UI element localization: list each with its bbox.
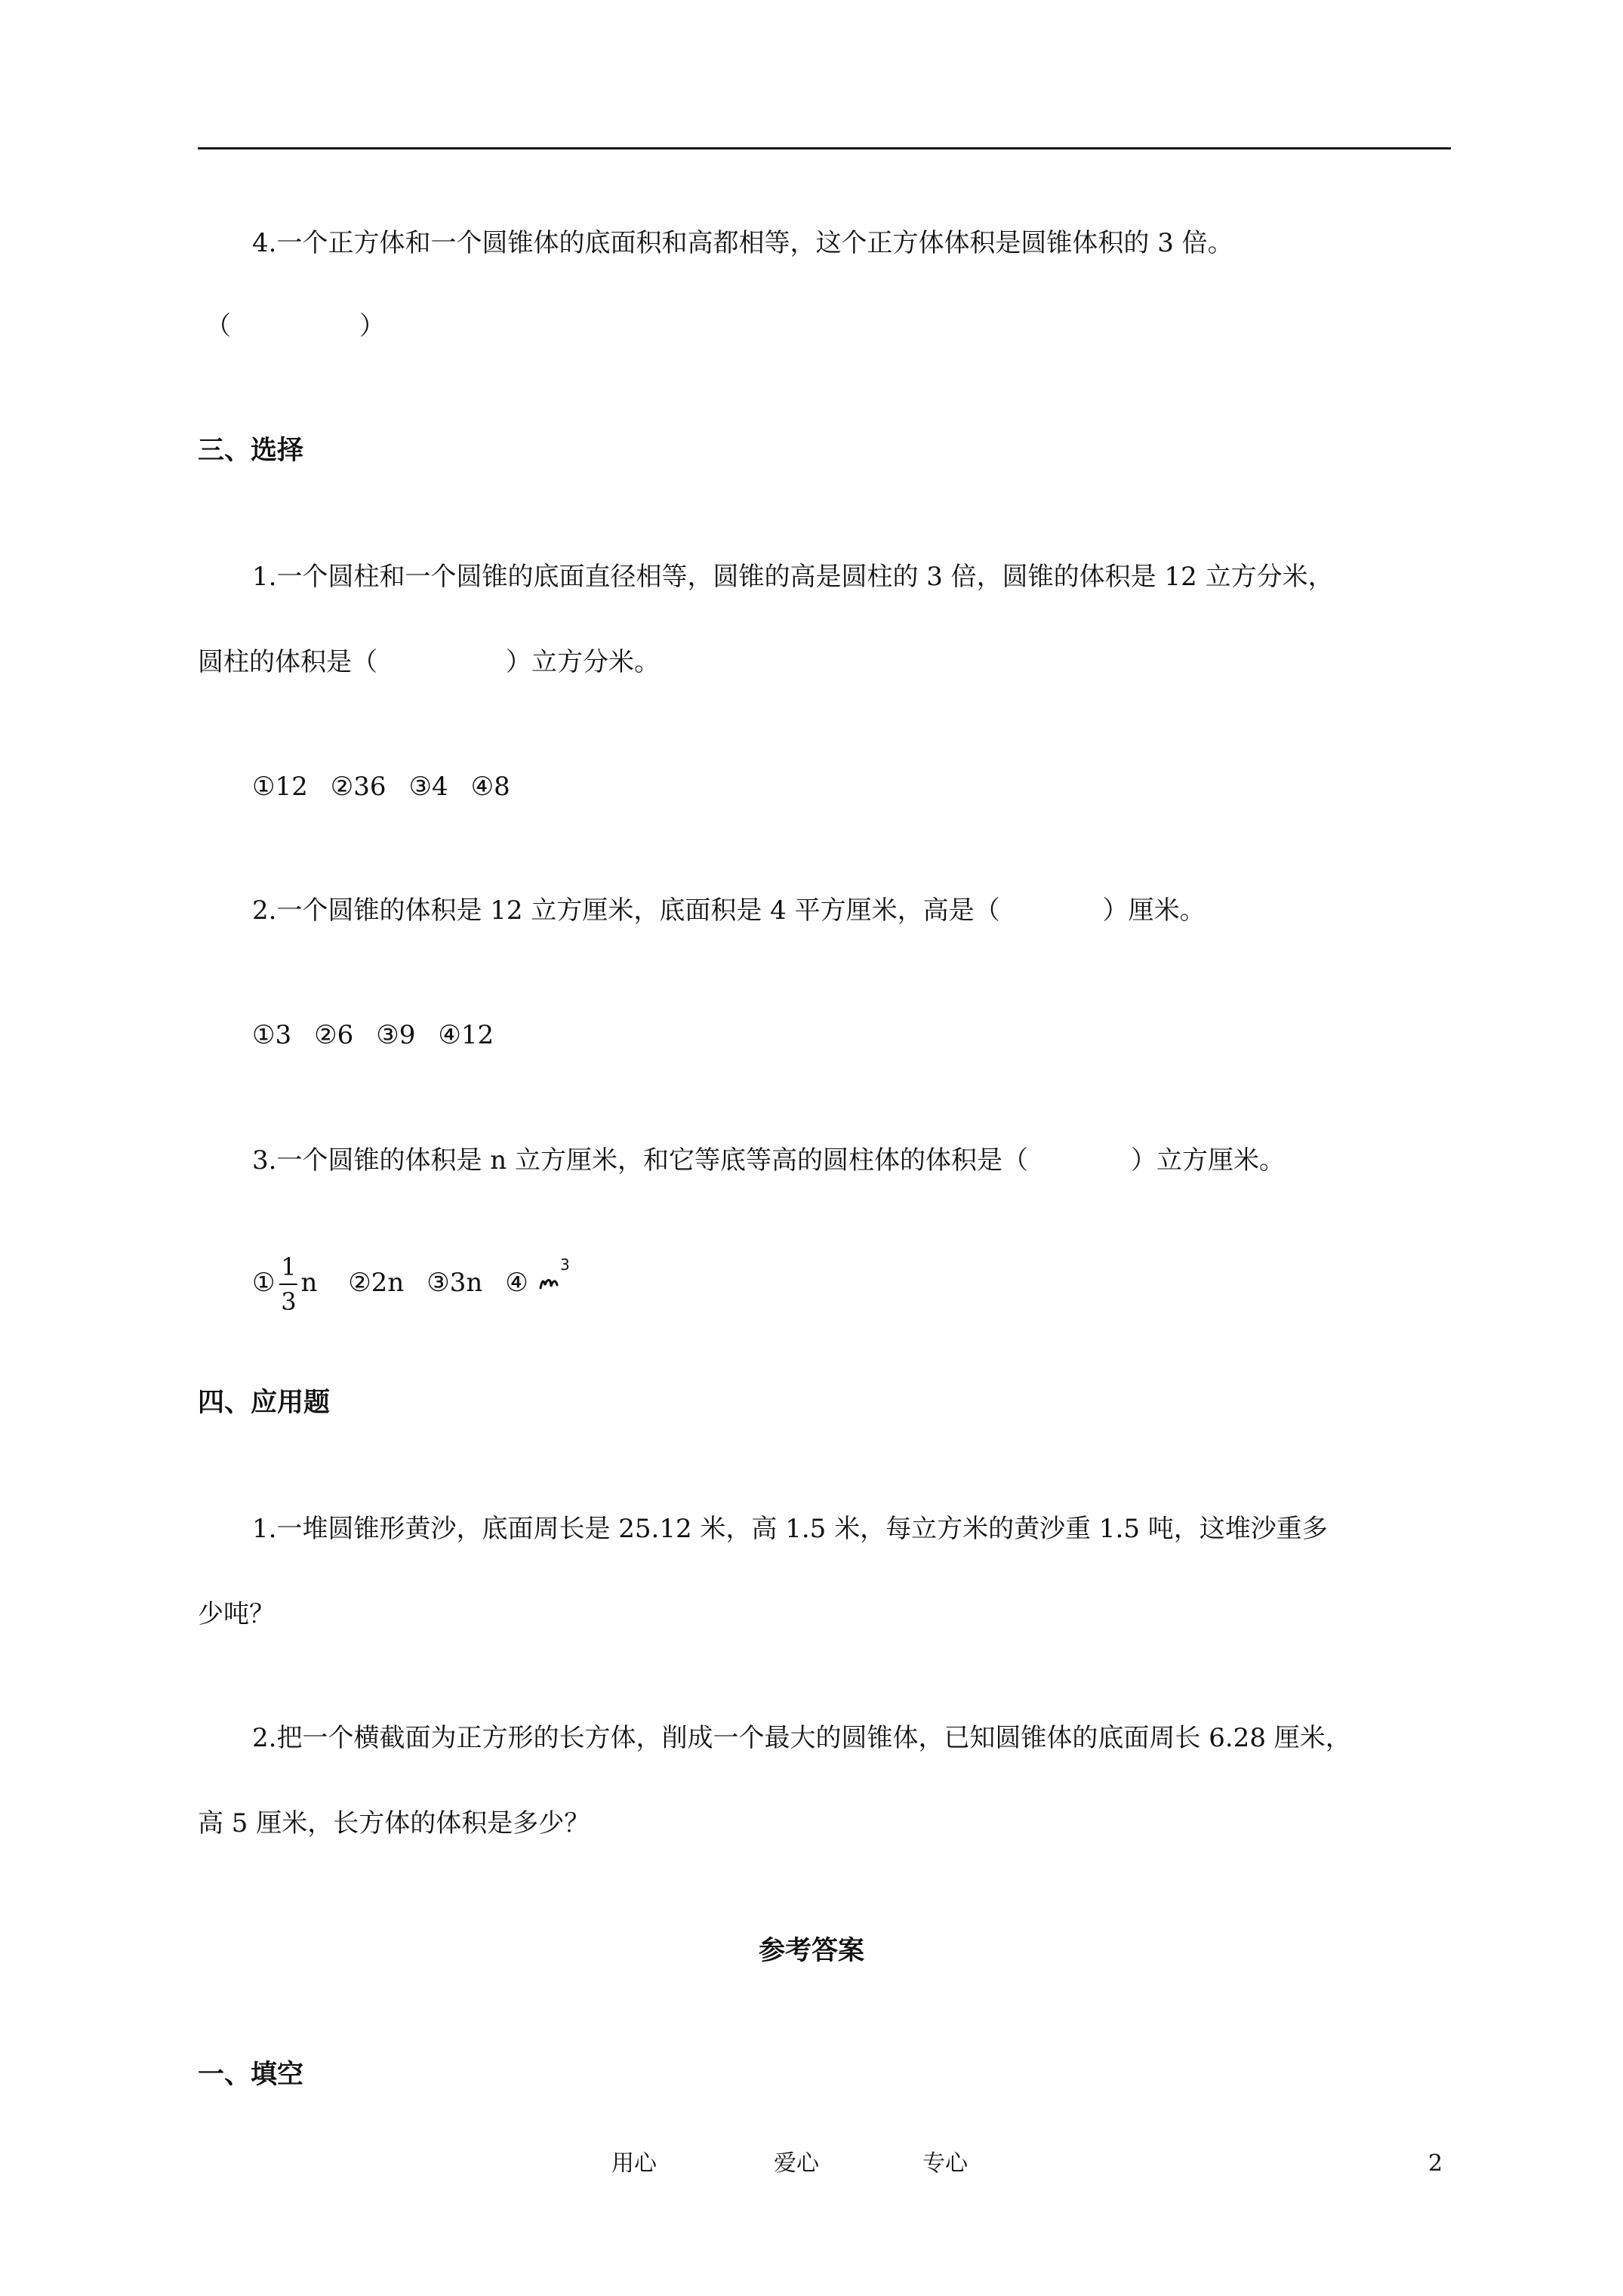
option-item: ④8: [470, 772, 510, 802]
answers-title: 参考答案: [759, 1935, 865, 1966]
choice-question-3: 3.一个圆锥的体积是 n 立方厘米，和它等底等高的圆柱体的体积是（ ）立方厘米。: [252, 1145, 1285, 1176]
option-item: ③3n: [427, 1268, 483, 1298]
application-question-1-line2: 少吨？: [198, 1599, 275, 1629]
header-rule: [198, 147, 1451, 149]
choice-question-2-options: [252, 1019, 516, 1052]
option-item: ④12: [438, 1020, 494, 1050]
choice-question-1-line2: 圆柱的体积是（ ）立方分米。: [198, 647, 660, 677]
footer-word: 爱心: [774, 2150, 819, 2177]
choice-question-2: 2.一个圆锥的体积是 12 立方厘米，底面积是 4 平方厘米，高是（ ）厘米。: [252, 895, 1206, 926]
svg-text:3: 3: [559, 1258, 570, 1274]
option-item: ①3: [252, 1020, 292, 1050]
option-item: ②2n: [348, 1268, 405, 1298]
footer-word: 用心: [611, 2150, 657, 2177]
page-number: 2: [1428, 2150, 1443, 2177]
fraction-numerator: 1: [281, 1253, 297, 1281]
option-item: ②6: [314, 1020, 354, 1050]
section-heading-choice: 三、选择: [198, 435, 304, 466]
choice-question-1-line1: 1.一个圆柱和一个圆锥的底面直径相等，圆锥的高是圆柱的 3 倍，圆锥的体积是 12 立方分米，: [252, 562, 1334, 592]
application-question-2-line2: 高 5 厘米，长方体的体积是多少？: [198, 1808, 590, 1838]
fraction-one-third: [279, 1252, 297, 1317]
answers-section-fill-in: 一、填空: [198, 2059, 304, 2090]
application-question-1-line1: 1.一堆圆锥形黄沙，底面周长是 25.12 米，高 1.5 米，每立方米的黄沙重 1.5 吨，这堆沙重多: [252, 1514, 1328, 1544]
option-item: ③9: [376, 1020, 416, 1050]
judge-question-4-blank: （ ）: [205, 311, 385, 341]
n-cubed-formula-image: [539, 1251, 575, 1318]
option-item: ①12: [252, 772, 308, 802]
option-item: ③4: [408, 772, 448, 802]
option-item: [252, 1253, 348, 1316]
footer-word: 专心: [922, 2150, 968, 2177]
choice-question-3-options: [252, 1250, 575, 1318]
choice-question-1-options: [252, 770, 533, 803]
option-marker: ①: [252, 1268, 276, 1298]
fraction-variable: n: [300, 1268, 318, 1298]
fraction-denominator: 3: [281, 1287, 297, 1316]
option-item: ④: [505, 1268, 528, 1298]
section-heading-application: 四、应用题: [198, 1387, 331, 1418]
option-item: ②36: [330, 772, 387, 802]
judge-question-4: 4.一个正方体和一个圆锥体的底面积和高都相等，这个正方体体积是圆锥体积的 3 倍。: [252, 228, 1233, 258]
application-question-2-line1: 2.把一个横截面为正方形的长方体，削成一个最大的圆锥体，已知圆锥体的底面周长 6.28 厘米，: [252, 1723, 1351, 1753]
